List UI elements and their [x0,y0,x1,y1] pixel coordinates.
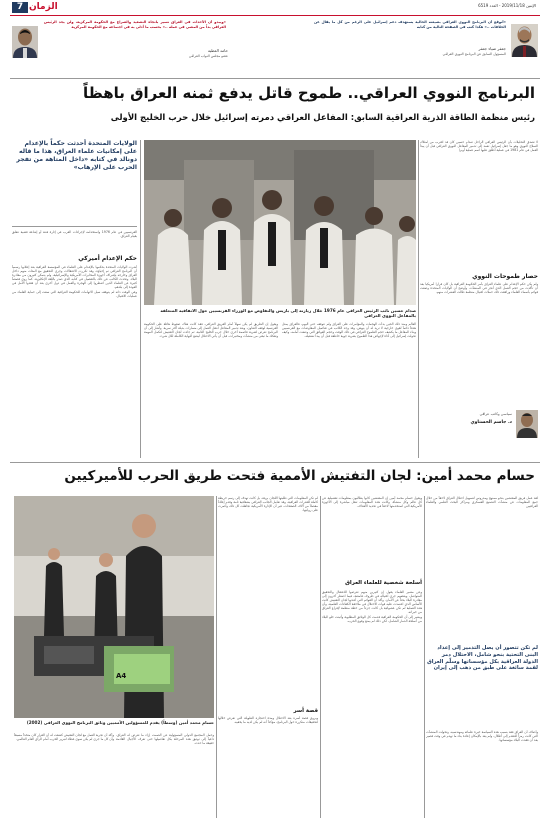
article-1-subheadline: رئيس منظمة الطاقة الذرية العراقية السابق: المفاعل العراقي دمرته إسرائيل خلال حرب الخليج الأولى [110,113,535,123]
article-1-body-middle-b: ويقول إن الطريق لم يكن سهلاً أمام الفريق العراقي، فقد كانت هناك ضغوط هائلة على الحكومة الفرنسية لوقف التعاون، وبعد تدمير المفاعل انتقل العمل إلى مسارات بديلة أكثر سرية. وأشار إلى أن البرنامج تعرض لضربة قاصمة أخرى خلال حرب الخليج الثانية، ثم جاءت لجان التفتيش لتكمل المهمة وتفكك ما تبقى من منشآت ومختبرات، قبل أن يأتي الاحتلال ليضع النهاية الكاملة لكل شيء. [144,322,278,338]
article-2-body-bottom-mid: وحمل المجتمع الدولي المسؤولية عن الصمت إزاء ما تعرض له العراق، داعياً إلى توثيق هذه المرحلة بكل تفاصيلها حتى تعرف الأجيال القادمة حقيقة ما حدث. [116,733,214,745]
teaser-text: «أتوقع أن البرنامج النووي العراقي بصيغته الحالية يستهدف دعم إسرائيل على الرغم من كل ما يقال عن الخلافات ..» هكذا كتب في الصفحة التالية من كتابه [314,20,506,29]
article-2-body-right: لقد عمل فريق المفتشين بنحو ممنهج ومدروس لتسهيل احتلال العراق لاحقاً من خلال جمع المعلومات عن منشآت التصنيع العسكري ومراكز البحث العلمي والعلماء العراقيين [426,496,538,508]
teaser-text: «ويبدو أن الأحداث في العراق تسير باتجاه التصعيد والصراع مع الحكومة المركزية، ولن يجد الرئيس العراقي بداً من المضي في عمله ..» بحسب ما أدلى به في اجتماعه مع الحكومة المركزية [44,20,226,29]
article-2-body-col3b: ويروي قصة أسره بعد الاحتلال ومدة احتجازه الطويلة التي تعرض خلالها لتحقيقات متكررة حول البرنامج، مؤكداً أنه لم يكن لديه ما يخفيه. [218,716,318,724]
document-box-label: A4 [116,672,127,680]
page-number: 7 [12,2,28,13]
article-1-body-left-top: الفرنسيين في عام 1976 واستخدامه لإجراءات الغرب في إثارة فتنة أو إشاعة قضية تتعلق بقيام العراق. [12,230,137,238]
masthead-logo: الزمان [29,2,58,12]
article-1-photo-caption: صدام حسين نائب الرئيس العراقي عام 1976 خلال زيارته إلى باريس والتفاوض مع الوزراء الفرنسيين حول الاتفاقية المتعلقة بالمفاعل النووي العراقي [160,308,416,318]
article-1-body-right-2: ولم يكن حكم الإعدام على علماء العراق بأمر الحكومة العراقية بل كان قرارا أمريكيا بعد أن تأكدت من حجم العمل الذي أنجز في المنشآت. وأوضح أن الولايات المتحدة وضعت قوائم بأسماء العلماء ورافقت ذلك حملات اغتيال منظمة طالت العشرات منهم. [420,282,538,294]
section-heading: قصة أسر [293,708,318,714]
section-heading: أسلحة شخصية للعلماء العراق [345,580,422,586]
article-1-body-middle-a: العالم ومنذ ذلك الحين بدأت الهجمات والمؤامرات على العراق ولم تتوقف حتى اليوم، فالعراق يمثل هدفاً دائماً لقوى خارجية لا تريد له أن ينهض. وقد وجد الكاتب في تفاصيل المفاوضات مع الفرنسيين وبناء المفاعل ما يكشف حجم الطموح العراقي في ذلك الوقت وحجم العوائق التي وضعت أمامه، وكيف تحولت إسرائيل إلى أداة لإجهاض هذا الطموح بضربة جوية خاطفة قبل أن يبدأ تشغيله. [282,322,416,338]
article-2-body-right-2: وأضاف أن العراق فقد بسبب هذه السياسة خيرة علمائه ومهندسيه، وتحولت المنشآت التي كانت رمزاً للتقدم إلى أطلال، ولم يعد بالإمكان إعادة بناء ما تهدم في وقت قصير بعد أن فقدت البلاد مؤسساتها. [426,730,538,742]
author-name: جعفر ضياء جعفر [478,46,506,51]
article-1-body-right: لا تصدق التحليلات بأن الرئيس العراقي الراحل صدام حسين كان قد اقترب من امتلاك السلاح النووي وهو ما جعل إسرائيل تعمد إلى تدمير المفاعل النووي العراقي قبل أن يبدأ العمل في عام 1981 في عملية أطلق عليها اسم عملية أوبرا [420,140,538,152]
article-1-photo [144,140,416,305]
author-card-name: د. جاسم الحسناوي [470,420,512,425]
author-title: عضو مجلس النواب العراقي [188,54,228,58]
author-name: حامد العطية [207,48,228,53]
date-line: الإثنين 2019/11/18 - العدد 6519 [478,3,536,8]
top-right-column [310,18,540,83]
article-2-body-col2: ويقول حسام محمد أمين إن المفتشين كانوا يطالبون بمعلومات تفصيلية عن كل عالم وكل منشأة، وكانت هذه المعلومات تنقل مباشرة إلى الأجهزة الأمريكية التي استخدمتها لاحقاً في تحديد الأهداف. [322,496,422,508]
avatar [511,24,538,57]
article-1-pullquote: الولايات المتحدة أحدثت حكماً بالإعدام على إمكانيات علماء العراق، هذا ما قاله دونالد في كتابه «داخل المتاهة من تفجر الحرب على الإرهاب» [16,140,137,171]
article-2-pullquote: لم تكن تتصور أن يصل التدمير إلى إعداد البنى التحتية بنحو شامل، الاحتلال دمر الدولة العراقية بكل مؤسساتها وسلّم العراق لقمة سائغة على طبق من ذهب إلى إيران [427,645,538,672]
author-title: المسؤول السابق عن البرنامج النووي العراقي [442,52,506,56]
author-card-label: سياسي وكاتب عراقي [479,412,512,416]
section-heading: حصار طموحات النووي [472,273,538,280]
top-left-column [10,18,230,83]
article-1-headline: البرنامج النووي العراقي.. طموح قاتل يدفع ثمنه العراق باهظاً [82,84,535,102]
article-2-photo [14,496,214,718]
article-1-body-left: أشرت الولايات المتحدة بحكمها بالإعدام على العلماء في المؤسسة العراقية بعد إعلانها رسمياً أن البرنامج العراقي تم إحياؤه، وقد تكررت الاعتقالات وجرى التحقيق مع المئات منهم داخل العراق وخارجه بإشراف أجهزة المخابرات الأمريكية والإسرائيلية، ولم يتمكن كثيرون من مغادرة البلاد. وتحدث الكاتب عن ذلك بالتفصيل في كتابه الذي صدر باللغة الإنكليزية. كما روى قصصاً كثيرة عن العلماء الذين اضطروا إلى الهجرة والعمل في دول أخرى بعد أن فقدوا الأمل في العودة إلى بلدهم. وفي الوقت ذاته لم يتوقف سيل الاتهامات للحكومة العراقية التي سعت إلى حماية العلماء من عمليات الاغتيال. [12,265,137,298]
article-2-body-col2b: وعن مصير العلماء يقول إن كثيرين منهم تعرضوا للاعتقال والتحقيق المتواصل، وبعضهم جرى اغتياله في ظروف غامضة، فيما اضطر آخرون إلى مغادرة البلاد بحثاً عن الأمان. وأكد أن القوائم التي أعدتها لجان التفتيش كانت الأساس الذي اعتمدت عليه قوات الاحتلال في ملاحقة الكفاءات العلمية، وأن هذه العملية لم تكن عشوائية بل كانت جزءاً من خطة منظمة لإفراغ العراق من خبراته. ويشير إلى أن الحكومة العراقية قدمت كل الوثائق المطلوبة وأثبتت خلو البلاد من أسلحة الدمار الشامل، لكن ذلك لم يمنع وقوع الحرب. [322,590,422,623]
author-card [420,408,538,454]
article-2-photo-caption: حسام محمد أمين (وسطاً) يقدم للمسؤولين الأمميين وثائق البرنامج النووي العراقي (2002) [26,720,214,725]
section-heading: حكم الإعدام أميركي [78,255,137,262]
author-card-photo [516,410,538,438]
avatar [12,26,38,58]
article-2-headline: حسام محمد أمين: لجان التفتيش الأممية فتحت طريق الحرب للأميركيين [64,468,535,484]
article-2-body-col3: لم تكن المعلومات التي طلبتها اللجان بريئة، بل كانت تهدف إلى رسم خريطة كاملة للقدرات العراقية، وقد تعامل الجانب العراقي بشفافية تامة وقدم إعلاناً مفصلاً من آلاف الصفحات، غير أن الإدارة الأمريكية تجاهلت كل ذلك وأصرت على روايتها. [218,496,318,512]
article-2-body-bottom-left: وأكد أن تجربة العمل مع لجان التفتيش كشفت له أن القرار كان متخذاً مسبقاً وأن كل ما جرى لم يكن سوى غطاء لتبرير الحرب أمام الرأي العام العالمي. [14,733,114,741]
masthead [0,0,550,14]
